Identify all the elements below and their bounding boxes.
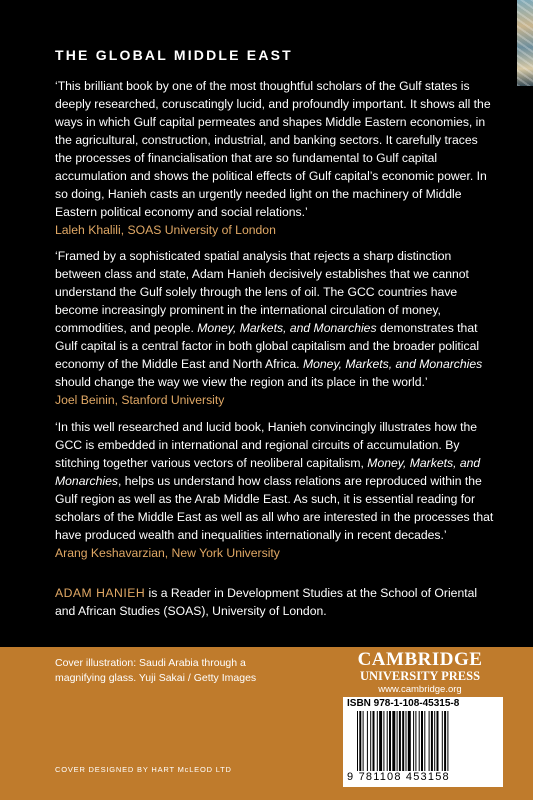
barcode-digits: 9 781108 453158 bbox=[347, 771, 450, 783]
publisher-subtitle: UNIVERSITY PRESS bbox=[359, 669, 481, 683]
publisher-logo bbox=[340, 650, 500, 696]
book-title-italic: Money, Markets, and Monarchies bbox=[55, 456, 481, 488]
blurb-beinin bbox=[55, 247, 495, 409]
blurb-attribution: Laleh Khalili, SOAS University of London bbox=[55, 223, 276, 237]
book-title-italic: Money, Markets, and Monarchies bbox=[197, 321, 377, 335]
blurb-quote: ‘This brilliant book by one of the most thoughtful scholars of the Gulf states is deeply researched, coruscatingly lucid, and profoundly important. It shows all the ways in which Gulf capital permeates and shapes Middle Eastern economies, in the agricultural, construction, industrial, and banking sectors. It carefully traces the processes of financialisation that are so fundamental to Gulf capital accumulation and shows the political effects of Gulf capital’s economic power. In so doing, Hanieh casts an urgently needed light on the machinery of Middle Eastern political economy and social relations.’ bbox=[55, 79, 491, 219]
author-bio-text: is a Reader in Development Studies at the School of Oriental and African Studies (SOAS), University of London. bbox=[55, 586, 478, 618]
blurb-khalili bbox=[55, 77, 495, 239]
blurb-keshavarzian bbox=[55, 418, 495, 562]
cover-designer-credit: COVER DESIGNED BY HART McLEOD LTD bbox=[55, 765, 232, 774]
blurb-attribution: Arang Keshavarzian, New York University bbox=[55, 546, 280, 560]
author-name: ADAM HANIEH bbox=[55, 586, 146, 600]
blurb-attribution: Joel Beinin, Stanford University bbox=[55, 393, 225, 407]
series-title: THE GLOBAL MIDDLE EAST bbox=[55, 47, 293, 63]
blurb-quote: ‘Framed by a sophisticated spatial analysis that rejects a sharp distinction between class and state, Adam Hanieh decisively establishes that we cannot understand the Gulf solely through the lens of oil. The GCC countries have become increasingly prominent in the international circulation of money, commodities, and people. Money, Markets, and Monarchies demonstrates that Gulf capital is a central factor in both global capitalism and the broader political economy of the Middle East and North Africa. Money, Markets, and Monarchies should change the way we view the region and its place in the world.’ bbox=[55, 249, 483, 389]
isbn-label: ISBN 978-1-108-45315-8 bbox=[347, 698, 460, 709]
barcode-box bbox=[343, 697, 503, 787]
blurb-quote: ‘In this well researched and lucid book, Hanieh convincingly illustrates how the GCC is embedded in international and regional circuits of accumulation. By stitching together various vectors of neoliberal capitalism, Money, Markets, and Monarchies, helps us understand how class relations are reproduced within the Gulf region as well as the Arab Middle East. As such, it is essential reading for scholars of the Middle East as well as all who are interested in the processes that have produced wealth and inequalities internationally in recent decades.’ bbox=[55, 420, 494, 542]
publisher-name: CAMBRIDGE bbox=[357, 649, 483, 670]
barcode-icon bbox=[357, 711, 491, 771]
cover-illustration-credit: Cover illustration: Saudi Arabia through a magnifying glass. Yuji Sakai / Getty Images bbox=[55, 657, 257, 684]
book-title-italic: Money, Markets, and Monarchies bbox=[302, 357, 483, 371]
publisher-url: www.cambridge.org bbox=[378, 684, 462, 695]
cover-image-edge bbox=[517, 0, 533, 86]
author-bio bbox=[55, 584, 495, 620]
